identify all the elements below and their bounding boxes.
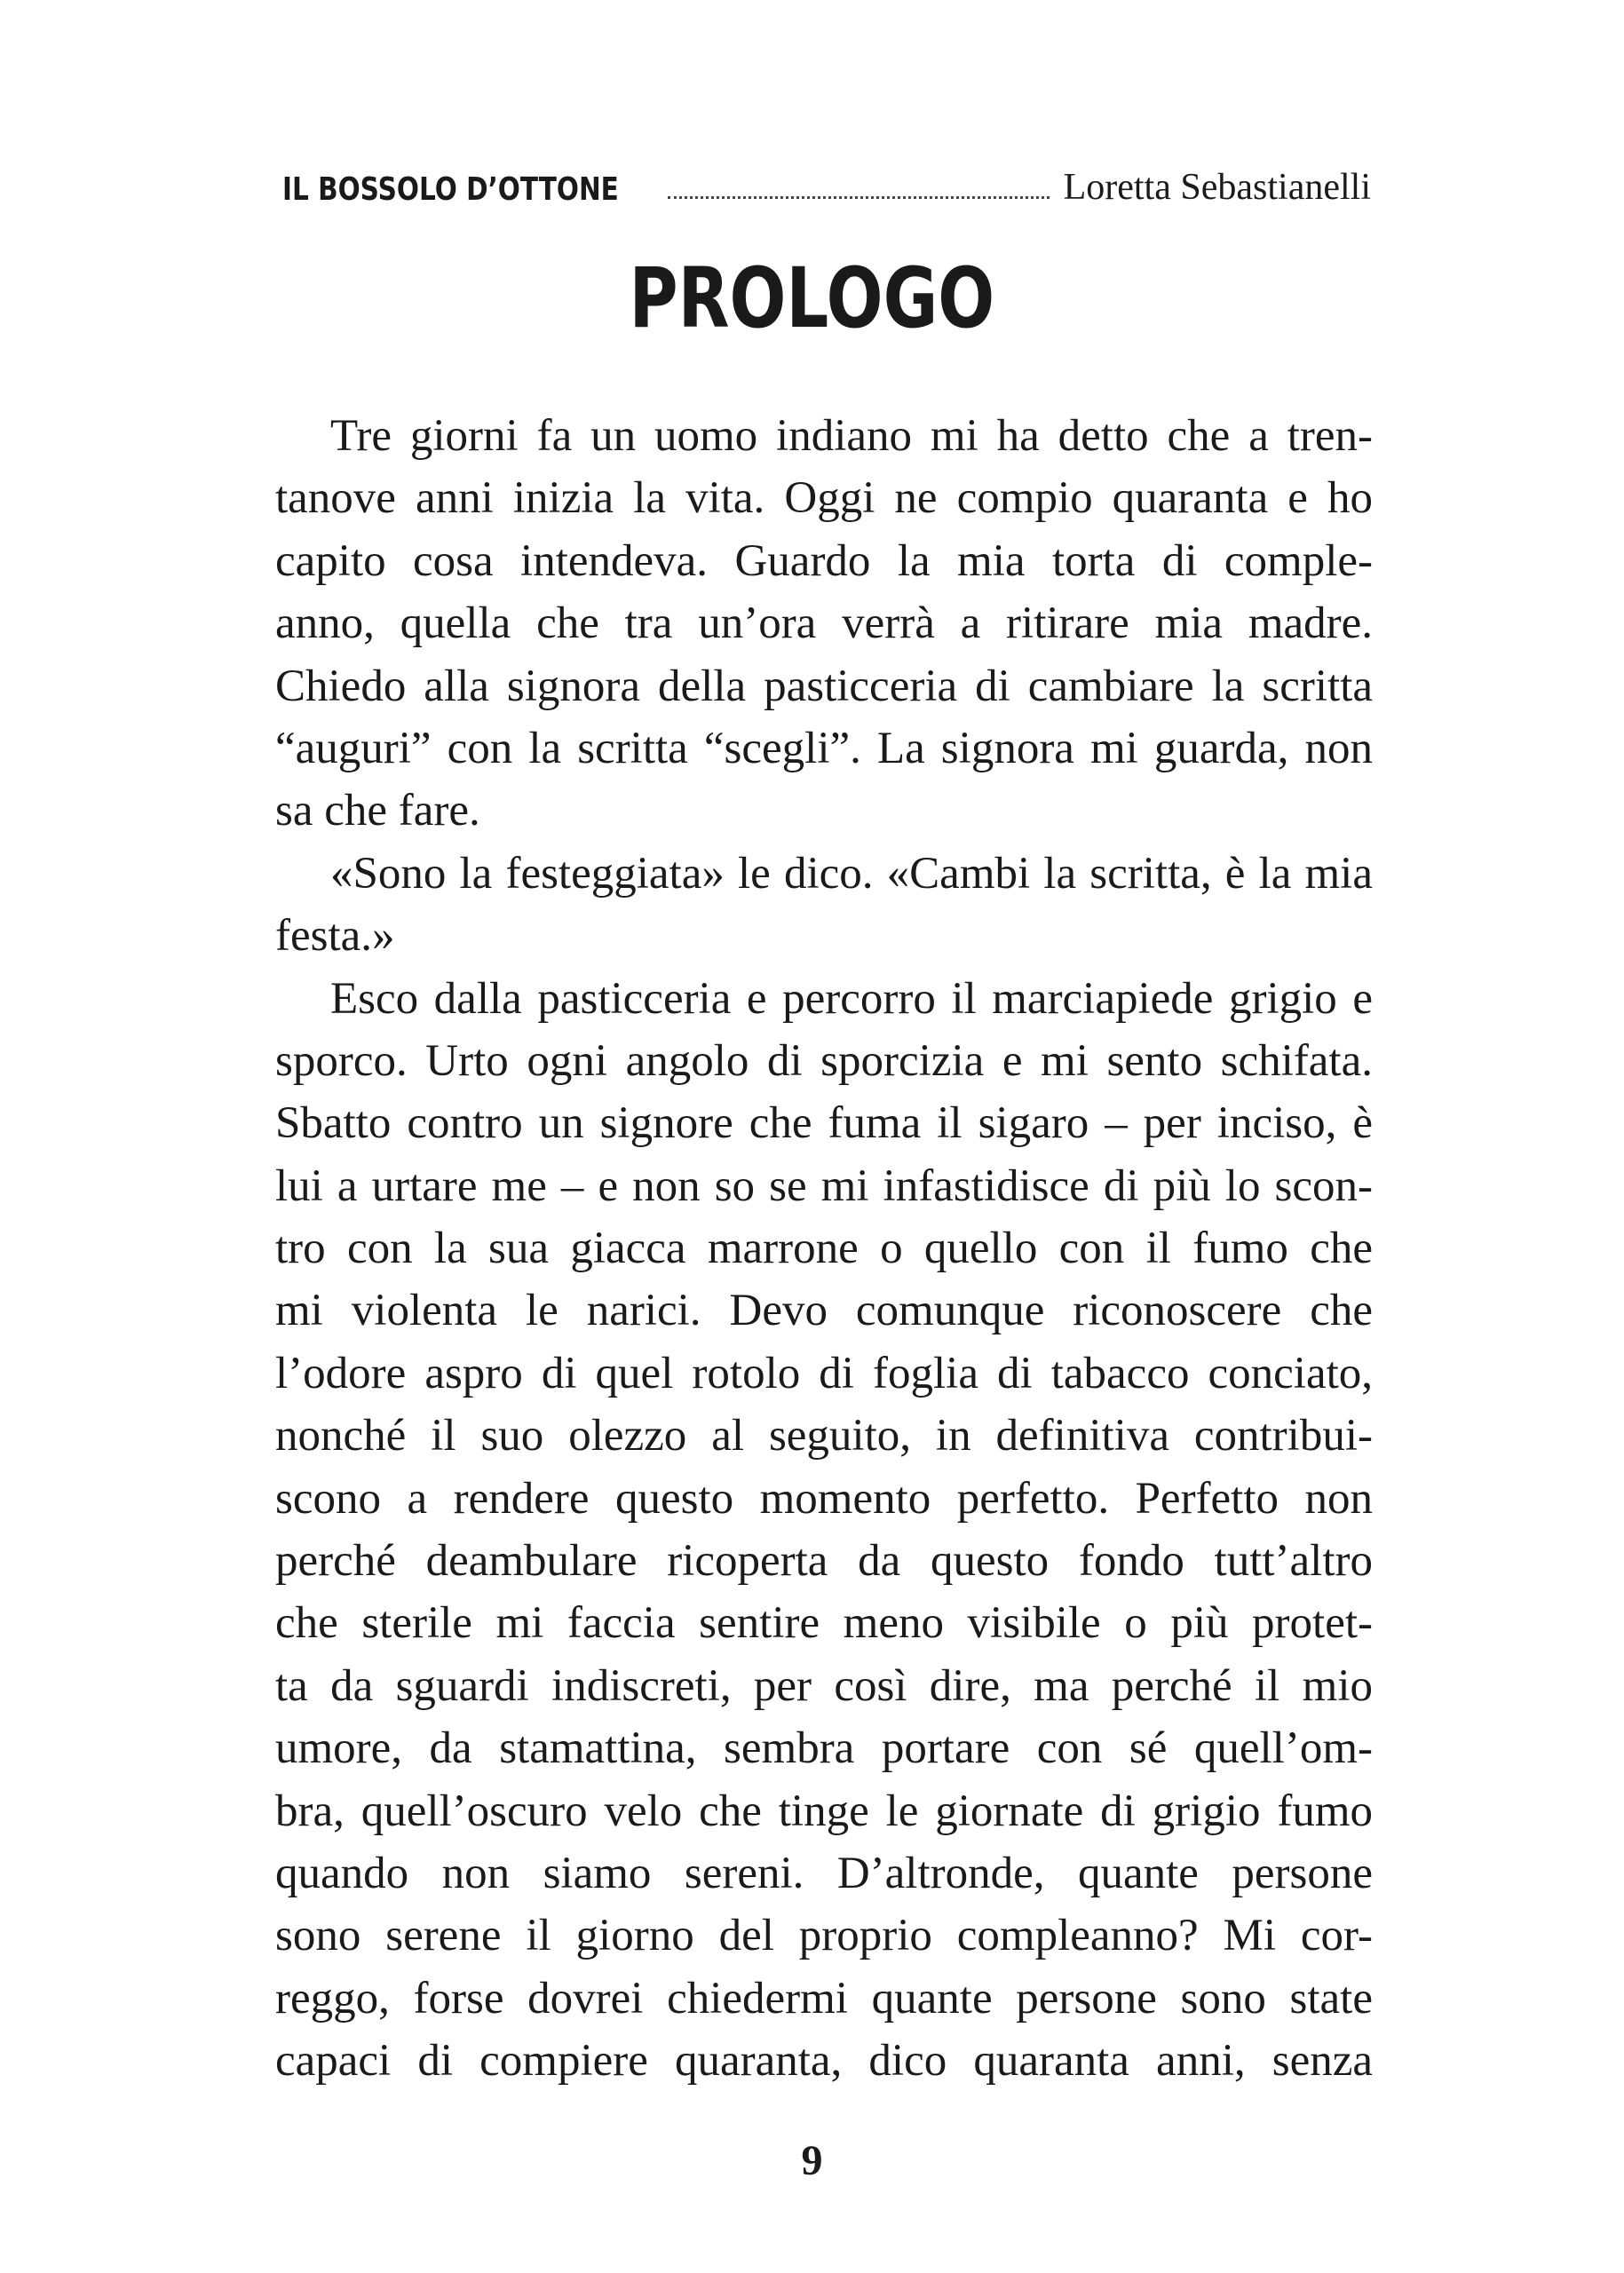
chapter-title <box>0 250 1624 347</box>
text-line: umore, da stamattina, sembra portare con sé quell’om- <box>275 1723 1373 1774</box>
book-title: IL BOSSOLO D’OTTONE <box>282 171 619 208</box>
text-line: Tre giorni fa un uomo indiano mi ha detto che a tren- <box>330 411 1373 461</box>
dotted-leader <box>668 196 1050 199</box>
running-header <box>282 153 1371 206</box>
text-line: scono a rendere questo momento perfetto. Perfetto non <box>275 1473 1373 1524</box>
text-line: Esco dalla pasticceria e percorro il marciapiede grigio e <box>330 973 1373 1024</box>
text-line: sono serene il giorno del proprio compleanno? Mi cor- <box>275 1911 1373 1961</box>
text-line: l’odore aspro di quel rotolo di foglia di tabacco conciato, <box>275 1348 1373 1398</box>
text-line: che sterile mi faccia sentire meno visibile o più protet- <box>275 1598 1373 1649</box>
text-line: «Sono la festeggiata» le dico. «Cambi la scritta, è la mia <box>330 848 1373 899</box>
text-line: anno, quella che tra un’ora verrà a ritirare mia madre. <box>275 598 1373 649</box>
chapter-title-text: PROLOGO <box>629 250 995 347</box>
text-line: festa.» <box>275 911 395 962</box>
text-line: Chiedo alla signora della pasticceria di cambiare la scritta <box>275 661 1373 711</box>
text-line: tanove anni inizia la vita. Oggi ne compio quaranta e ho <box>275 473 1373 524</box>
text-line: tro con la sua giacca marrone o quello con il fumo che <box>275 1224 1373 1274</box>
author-name: Loretta Sebastianelli <box>1063 167 1371 208</box>
text-line: sporco. Urto ogni angolo di sporcizia e mi sento schifata. <box>275 1035 1373 1086</box>
text-line: “auguri” con la scritta “scegli”. La signora mi guarda, non <box>275 723 1373 773</box>
text-line: quando non siamo sereni. D’altronde, quante persone <box>275 1848 1373 1898</box>
text-line: lui a urtare me – e non so se mi infastidisce di più lo scon- <box>275 1160 1373 1211</box>
text-line: bra, quell’oscuro velo che tinge le giornate di grigio fumo <box>275 1786 1373 1836</box>
text-line: nonché il suo olezzo al seguito, in definitiva contribui- <box>275 1411 1373 1461</box>
text-line: capito cosa intendeva. Guardo la mia torta di comple- <box>275 535 1373 586</box>
text-line: Sbatto contro un signore che fuma il sigaro – per inciso, è <box>275 1098 1373 1149</box>
body-text <box>275 405 1373 2093</box>
text-line: reggo, forse dovrei chiedermi quante persone sono state <box>275 1973 1373 2024</box>
text-line: mi violenta le narici. Devo comunque riconoscere che <box>275 1286 1373 1336</box>
text-line: capaci di compiere quaranta, dico quaranta anni, senza <box>275 2036 1373 2087</box>
text-line: ta da sguardi indiscreti, per così dire, ma perché il mio <box>275 1660 1373 1711</box>
text-line: sa che fare. <box>275 786 480 836</box>
page-number: 9 <box>801 2137 823 2184</box>
text-line: perché deambulare ricoperta da questo fondo tutt’altro <box>275 1536 1373 1587</box>
